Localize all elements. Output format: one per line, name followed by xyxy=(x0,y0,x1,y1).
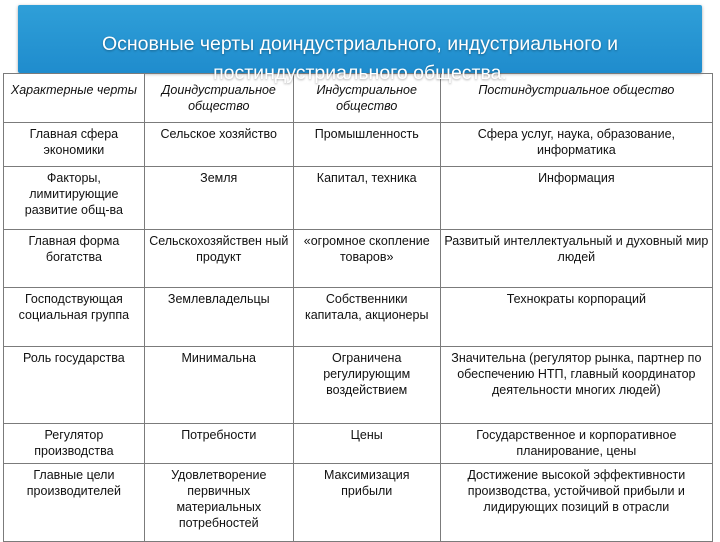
table-cell: Сельское хозяйство xyxy=(144,123,293,167)
table-cell: Главная форма богатства xyxy=(4,230,145,288)
header-cell-postindustrial: Постиндустриальное общество xyxy=(440,74,712,123)
table-cell: Достижение высокой эффективности производства, устойчивой прибыли и лидирующих позиций в отрасли xyxy=(440,464,712,542)
table-cell: Государственное и корпоративное планирование, цены xyxy=(440,424,712,464)
table-cell: Главная сфера экономики xyxy=(4,123,145,167)
table-row xyxy=(4,123,713,167)
table-row xyxy=(4,347,713,424)
table-cell: Потребности xyxy=(144,424,293,464)
header-cell-preindustrial: Доиндустриальное общество xyxy=(144,74,293,123)
table-cell: Сельскохозяйствен ный продукт xyxy=(144,230,293,288)
table-row xyxy=(4,167,713,230)
table-cell: Факторы, лимитирующие развитие общ-ва xyxy=(4,167,145,230)
header-cell-features: Характерные черты xyxy=(4,74,145,123)
table-cell: Регулятор производства xyxy=(4,424,145,464)
page-title: Основные черты доиндустриального, индустриального и постиндустриального общества. xyxy=(101,33,619,84)
header-cell-industrial: Индустриальное общество xyxy=(293,74,440,123)
table-row xyxy=(4,230,713,288)
comparison-table xyxy=(3,73,713,542)
table-cell: Максимизация прибыли xyxy=(293,464,440,542)
table-cell: Значительна (регулятор рынка, партнер по обеспечению НТП, главный координатор деятельности многих людей) xyxy=(440,347,712,424)
table-cell: «огромное скопление товаров» xyxy=(293,230,440,288)
table-cell: Главные цели производителей xyxy=(4,464,145,542)
table-cell: Ограничена регулирующим воздействием xyxy=(293,347,440,424)
table-row xyxy=(4,464,713,542)
table-cell: Развитый интеллектуальный и духовный мир людей xyxy=(440,230,712,288)
table-cell: Минимальна xyxy=(144,347,293,424)
table-cell: Удовлетворение первичных материальных потребностей xyxy=(144,464,293,542)
table-row xyxy=(4,424,713,464)
table-cell: Сфера услуг, наука, образование, информатика xyxy=(440,123,712,167)
table-cell: Собственники капитала, акционеры xyxy=(293,288,440,347)
table-cell: Землевладельцы xyxy=(144,288,293,347)
table-cell: Промышленность xyxy=(293,123,440,167)
table-cell: Капитал, техника xyxy=(293,167,440,230)
table-cell: Земля xyxy=(144,167,293,230)
table-row xyxy=(4,288,713,347)
table-cell: Господствующая социальная группа xyxy=(4,288,145,347)
table-cell: Роль государства xyxy=(4,347,145,424)
table-cell: Цены xyxy=(293,424,440,464)
table-cell: Технократы корпораций xyxy=(440,288,712,347)
table-cell: Информация xyxy=(440,167,712,230)
